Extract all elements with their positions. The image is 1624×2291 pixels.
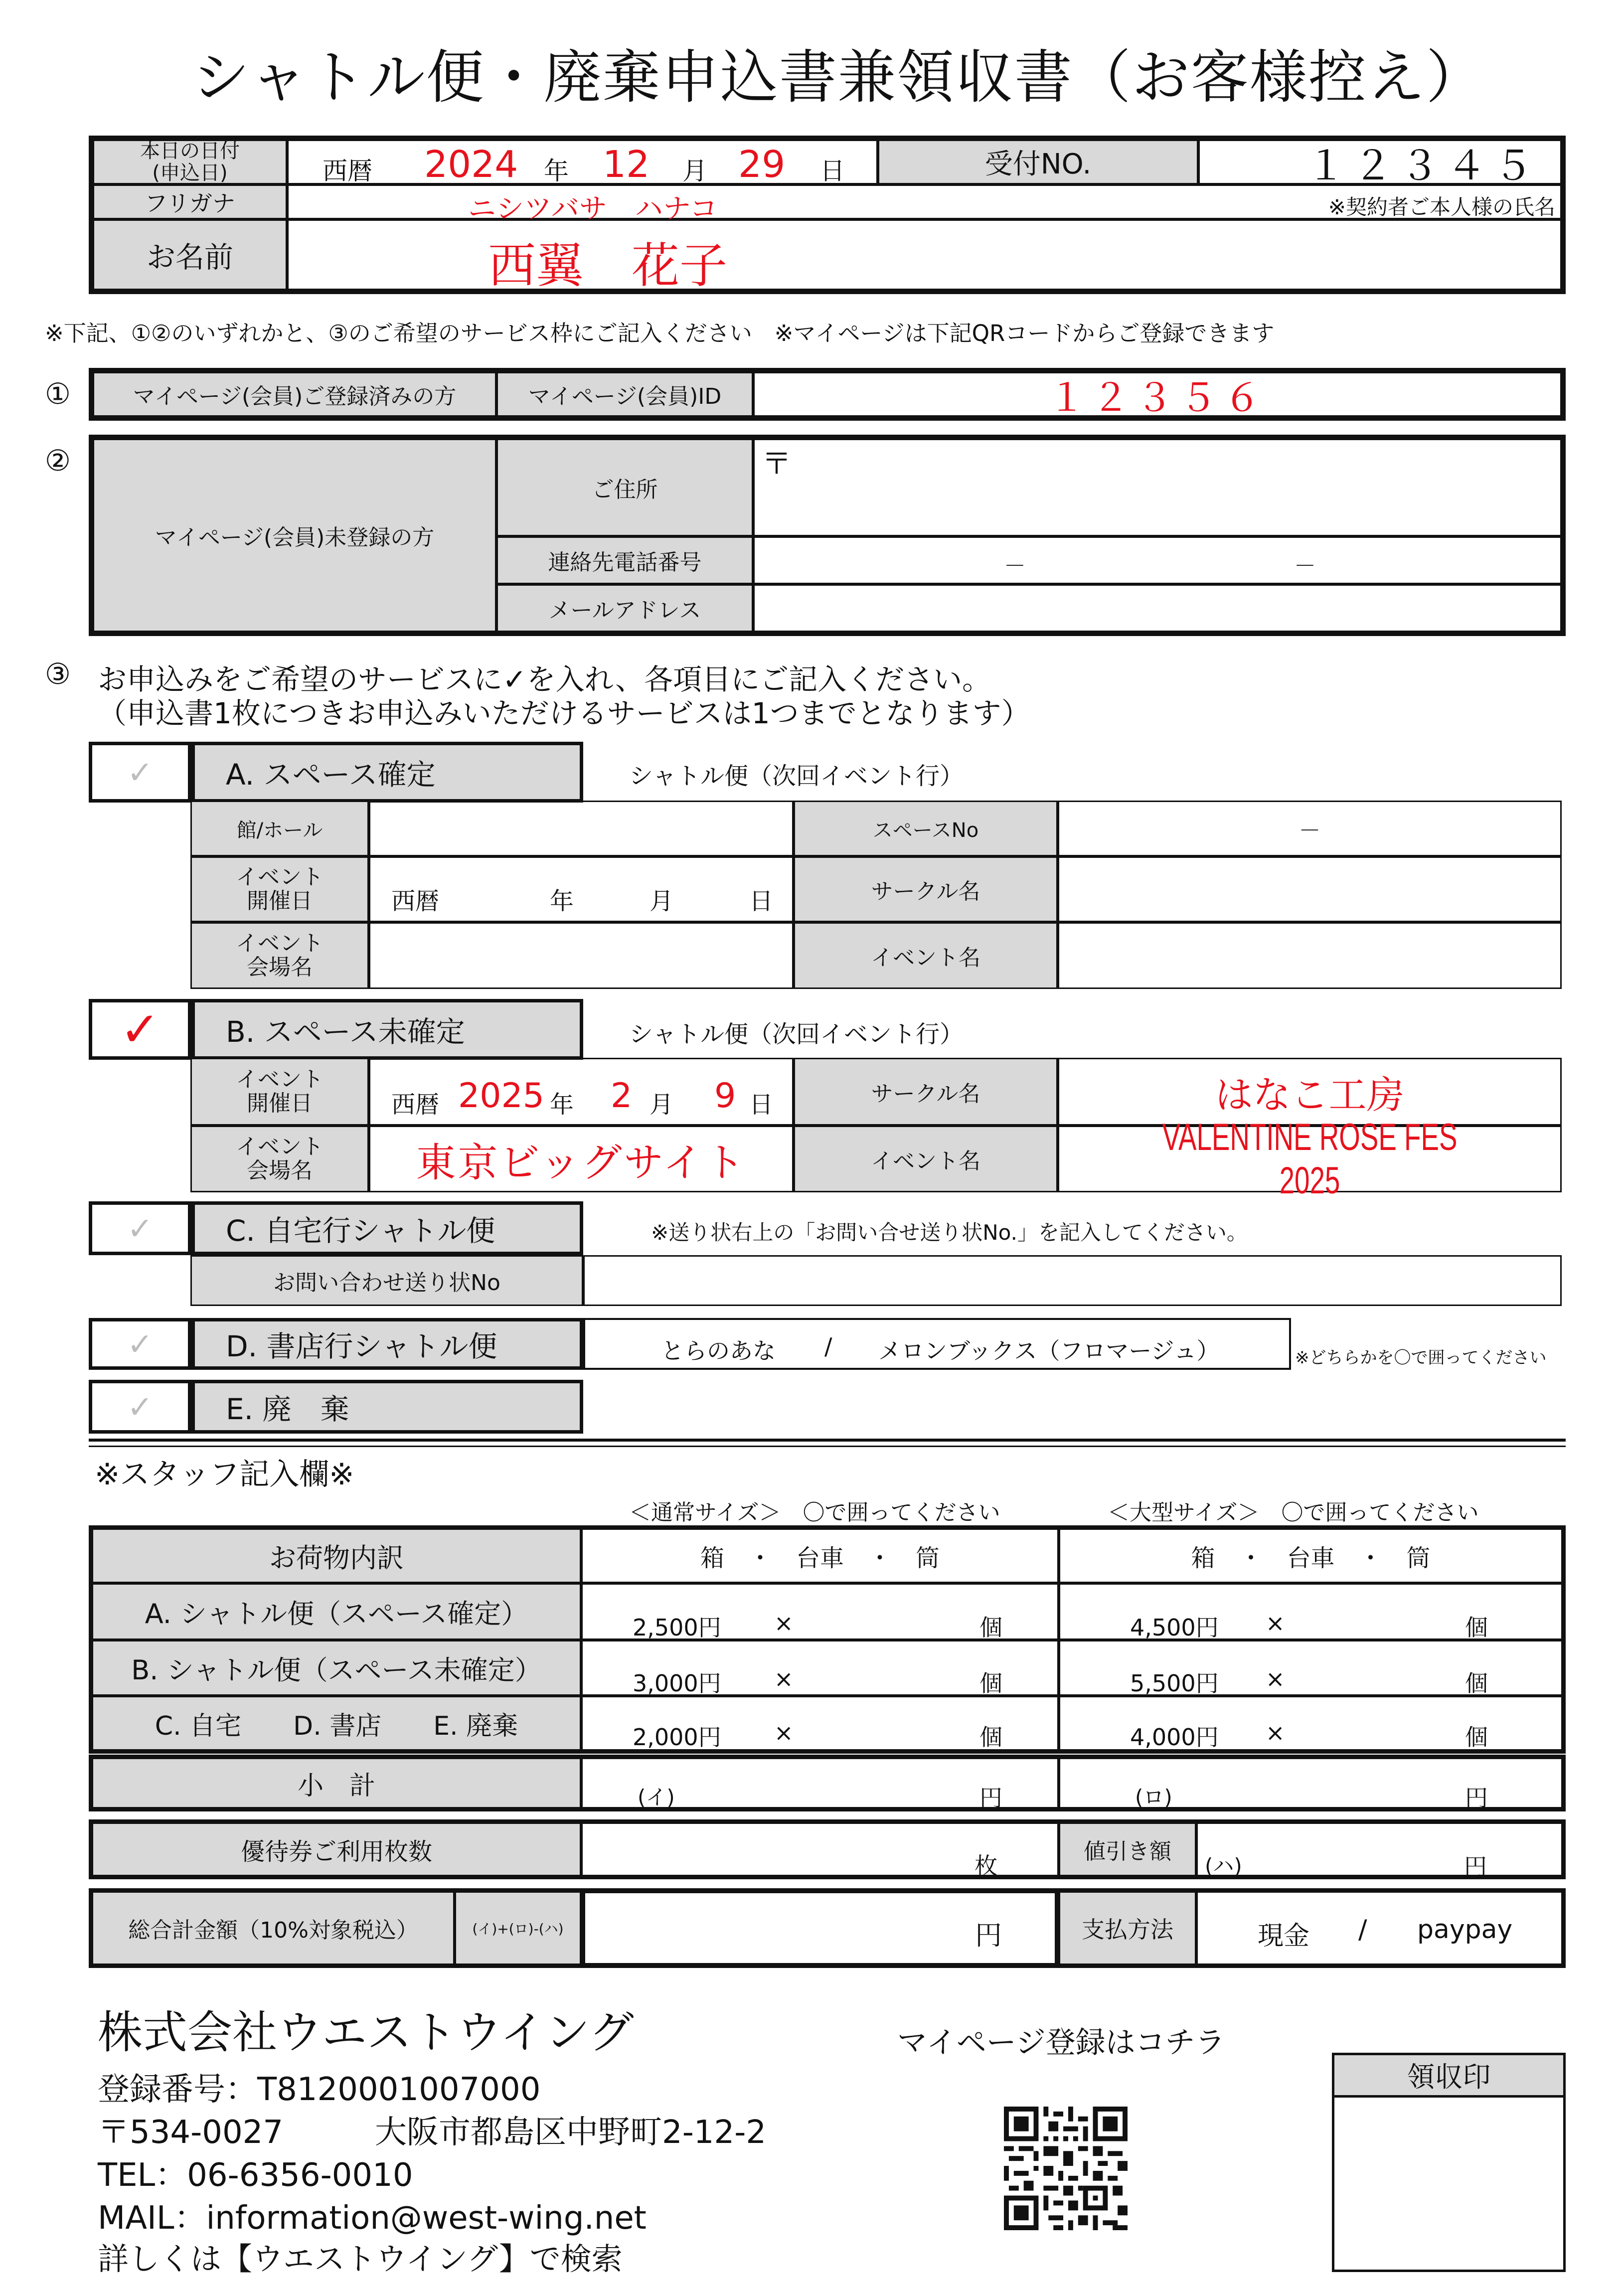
member-id-label: マイページ(会員)ID [496,372,753,417]
subtotal-large[interactable]: (ロ) 円 [1059,1758,1563,1808]
staff-row-cde-normal[interactable]: 2,000円 × 個 [581,1696,1059,1751]
date-label: 本日の日付 (申込日) [93,140,287,184]
discount-field[interactable]: (ハ) 円 [1196,1822,1563,1876]
store-select[interactable]: とらのあな / メロンブックス（フロマージュ） [583,1318,1291,1370]
divider [89,1446,1566,1447]
b-event-name-value: VALENTINE ROSE FES 2025 [1162,1116,1458,1202]
receipt-no-label: 受付NO. [878,140,1198,184]
name-value: 西翼 花子 [488,238,727,294]
member-id-value: １２３５６ [1048,375,1267,420]
coupon-label: 優待券ご利用枚数 [92,1822,581,1876]
payment-label: 支払方法 [1059,1891,1196,1965]
a-event-date-field[interactable]: 西暦 年 月 日 [369,856,794,922]
a-venue-label: イベント 会場名 [190,922,369,989]
types-large[interactable]: 箱 ・ 台車 ・ 筒 [1059,1528,1563,1583]
check-icon: ✓ [127,1388,153,1425]
check-icon: ✓ [120,1001,161,1057]
a-event-date-label: イベント 開催日 [190,856,369,922]
service-a-title: A. スペース確定 [191,742,583,803]
service-a-note: シャトル便（次回イベント行） [629,762,964,790]
space-no-label: スペースNo [794,801,1058,856]
company-search: 詳しくは【ウエストウイング】で検索 [98,2241,623,2277]
a-circle-label: サークル名 [794,856,1058,922]
total-field[interactable]: 円 [581,1889,1059,1967]
b-event-name-field[interactable] [1058,1116,1562,1202]
space-no-field[interactable]: － [1058,801,1562,856]
check-icon: ✓ [127,754,153,791]
contractor-note: ※契約者ご本人様の氏名 [1328,195,1555,219]
staff-row-a-normal[interactable]: 2,500円 × 個 [581,1583,1059,1640]
receipt-no-value[interactable]: １２３４５ [1198,140,1562,184]
date-day: 29 [738,143,786,186]
staff-row-b-normal[interactable]: 3,000円 × 個 [581,1640,1059,1696]
service-e-checkbox[interactable] [89,1380,191,1434]
b-year: 2025 [458,1076,545,1116]
furigana-label: フリガナ [93,184,287,219]
service-c-checkbox[interactable] [89,1201,191,1255]
company-postal: 〒534-0027 [98,2114,284,2151]
service-b-note: シャトル便（次回イベント行） [629,1020,964,1048]
date-month: 12 [603,143,650,186]
coupon-field[interactable]: 枚 [581,1822,1059,1876]
service-b-title: B. スペース未確定 [191,999,583,1060]
service-d-title: D. 書店行シャトル便 [191,1318,583,1370]
hall-field[interactable] [369,801,794,856]
section3-num: ③ [45,657,71,691]
payment-cash[interactable]: 現金 [1258,1921,1310,1951]
section2-label: マイページ(会員)未登録の方 [93,439,496,632]
subtotal-label: 小 計 [92,1758,581,1808]
service-e-title: E. 廃 棄 [191,1380,583,1434]
a-venue-field[interactable] [369,922,794,989]
b-circle-label: サークル名 [794,1058,1058,1126]
date-year: 2024 [424,143,518,186]
section3-line1: お申込みをご希望のサービスに✓を入れ、各項目にご記入ください。 [98,662,991,696]
mypage-note: マイページ登録はコチラ [897,2025,1225,2060]
store-option-toranoana[interactable]: とらのあな [661,1337,776,1364]
staff-row-b-large[interactable]: 5,500円 × 個 [1059,1640,1563,1696]
a-event-name-label: イベント名 [794,922,1058,989]
email-label: メールアドレス [496,584,753,632]
service-d-note: ※どちらかを〇で囲ってください [1295,1348,1547,1368]
phone-label: 連絡先電話番号 [496,536,753,584]
b-venue-field[interactable] [369,1126,794,1192]
store-option-melonbooks[interactable]: メロンブックス（フロマージュ） [878,1337,1220,1364]
address-label: ご住所 [496,439,753,536]
a-event-name-field[interactable] [1058,922,1562,989]
subtotal-normal[interactable]: (イ) 円 [581,1758,1059,1808]
b-event-date-field[interactable]: 西暦 2025 年 2 月 9 日 [369,1058,794,1126]
company-name: 株式会社ウエストウイング [98,2006,634,2059]
stamp-label: 領収印 [1332,2053,1566,2098]
date-field[interactable]: 西暦 2024 年 12 月 29 日 [287,140,878,184]
b-month: 2 [611,1076,633,1116]
b-day: 9 [714,1076,736,1116]
staff-row-cde-label: C. 自宅 D. 書店 E. 廃棄 [92,1696,581,1751]
company-reg: 登録番号：T8120001007000 [98,2071,541,2108]
b-circle-value: はなこ工房 [1215,1072,1405,1117]
b-event-name-label: イベント名 [794,1126,1058,1192]
staff-row-b-label: B. シャトル便（スペース未確定） [92,1640,581,1696]
large-size-note: ＜大型サイズ＞ 〇で囲ってください [1108,1500,1479,1525]
postal-mark: 〒 [762,447,792,482]
discount-label: 値引き額 [1059,1822,1196,1876]
company-tel: TEL：06-6356-0010 [98,2157,413,2194]
furigana-field[interactable] [287,184,1562,225]
member-id-field[interactable] [753,372,1562,420]
company-mail: MAIL：information@west-wing.net [98,2200,647,2237]
service-b-checkbox[interactable] [89,999,191,1060]
email-field[interactable] [753,584,1562,632]
phone-field[interactable]: － － [753,536,1562,584]
normal-size-note: ＜通常サイズ＞ 〇で囲ってください [629,1500,1000,1525]
b-venue-value: 東京ビッグサイト [416,1139,747,1186]
tracking-no-label: お問い合わせ送り状No [190,1255,583,1306]
page-title: シャトル便・廃棄申込書兼領収書（お客様控え） [192,44,1485,111]
hall-label: 館/ホール [190,801,369,856]
total-formula: (イ)+(ロ)-(ハ) [455,1891,581,1965]
instruction-text: ※下記、①②のいずれかと、③のご希望のサービス枠にご記入ください ※マイページは下記QRコードからご登録できます [45,320,1275,346]
payment-paypay[interactable]: paypay [1417,1915,1513,1945]
check-icon: ✓ [127,1210,153,1247]
section1-num: ① [45,377,71,411]
name-label: お名前 [93,219,287,290]
qr-code[interactable] [1004,2107,1128,2230]
service-a-checkbox[interactable] [89,742,191,803]
divider [89,1439,1566,1442]
staff-row-a-large[interactable]: 4,500円 × 個 [1059,1583,1563,1640]
staff-title: ※スタッフ記入欄※ [95,1457,354,1492]
b-venue-label: イベント 会場名 [190,1126,369,1192]
breakdown-label: お荷物内訳 [92,1528,581,1583]
b-event-date-label: イベント 開催日 [190,1058,369,1126]
payment-field[interactable]: 現金 / paypay [1196,1891,1563,1965]
company-address: 大阪市都島区中野町2-12-2 [375,2114,767,2151]
check-icon: ✓ [127,1325,153,1362]
service-c-note: ※送り状右上の「お問い合せ送り状No.」を記入してください。 [651,1220,1248,1245]
section2-num: ② [45,444,71,478]
section3-line2: （申込書1枚につきお申込みいただけるサービスは1つまでとなります） [98,696,1030,730]
section1-label: マイページ(会員)ご登録済みの方 [93,372,496,417]
address-field[interactable] [753,439,1562,536]
furigana-value: ニシツバサ ハナコ [468,193,718,225]
staff-row-cde-large[interactable]: 4,000円 × 個 [1059,1696,1563,1751]
name-field[interactable] [287,219,1562,294]
total-label: 総合計金額（10%対象税込） [92,1891,455,1965]
types-normal[interactable]: 箱 ・ 台車 ・ 筒 [581,1528,1059,1583]
staff-row-a-label: A. シャトル便（スペース確定） [92,1583,581,1640]
a-circle-field[interactable] [1058,856,1562,922]
tracking-no-field[interactable] [583,1255,1562,1306]
service-d-checkbox[interactable] [89,1318,191,1370]
service-c-title: C. 自宅行シャトル便 [191,1201,583,1255]
